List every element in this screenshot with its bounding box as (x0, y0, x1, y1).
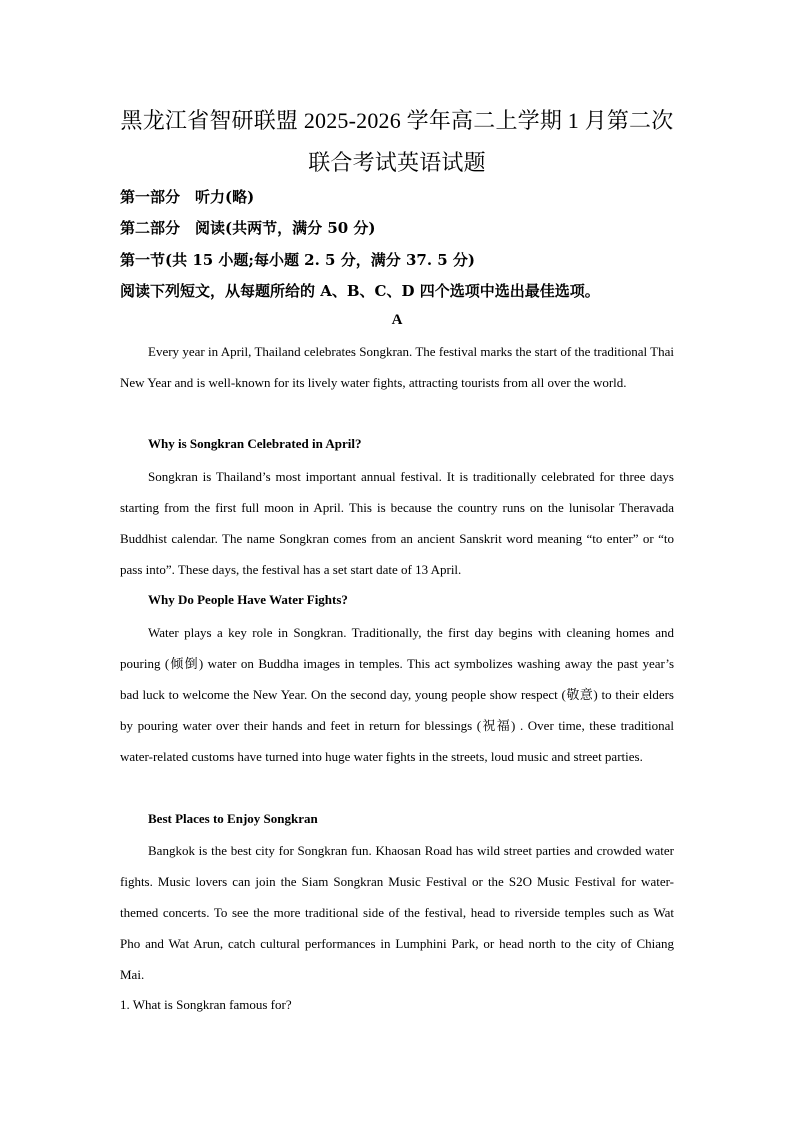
intro-text: Every year in April, Thailand celebrates Songkran. The festival marks the start of the traditional Thai New Year and is well-known for its lively water fights, attracting tourists from all over the world. (120, 344, 674, 390)
passage-letter: A (391, 312, 403, 328)
section1-heading: 第一节(共 15 小题;每小题 2. 5 分，满分 37. 5 分) (120, 251, 476, 269)
passage-intro (120, 336, 674, 398)
part1-heading: 第一部分 听力(略) (120, 188, 255, 206)
para1-text: Songkran is Thailand’s most important annual festival. It is traditionally celebrated for three days starting from the first full moon in April. This is because the country runs on the lunisolar Theravada Buddhist calendar. The name Songkran comes from an ancient Sanskrit word meaning “to enter” or “to pass into”. These days, the festival has a set start date of 13 April. (120, 469, 674, 577)
para2-text: Water plays a key role in Songkran. Traditionally, the first day begins with cleaning homes and pouring (倾倒) water on Buddha images in temples. This act symbolizes washing away the past year’s bad luck to welcome the New Year. On the second day, young people show respect (敬意) to their elders by pouring water over their hands and feet in return for blessings (祝福) . Over time, these traditional water-related customs have turned into huge water fights in the streets, loud music and street parties. (120, 625, 674, 764)
paragraph-best-places (120, 835, 674, 990)
instruction-text: 阅读下列短文，从每题所给的 A、B、C、D 四个选项中选出最佳选项。 (120, 282, 600, 300)
paragraph-why-april (120, 461, 674, 585)
question-1: 1. What is Songkran famous for? (120, 997, 292, 1012)
part2-heading: 第二部分 阅读(共两节，满分 50 分) (120, 219, 376, 237)
para3-text: Bangkok is the best city for Songkran fun. Khaosan Road has wild street parties and crowded water fights. Music lovers can join the Siam Songkran Music Festival or the S2O Music Festival for water-themed concerts. To see the more traditional side of the festival, head to riverside temples such as Wat Pho and Wat Arun, catch cultural performances in Lumphini Park, or head north to the city of Chiang Mai. (120, 843, 674, 982)
page-title-line2: 联合考试英语试题 (308, 150, 486, 175)
subheading-why-april: Why is Songkran Celebrated in April? (148, 436, 362, 451)
subheading-water-fights: Why Do People Have Water Fights? (148, 592, 348, 607)
subheading-best-places: Best Places to Enjoy Songkran (148, 811, 318, 826)
paragraph-water-fights (120, 617, 674, 772)
page-title-line1: 黑龙江省智研联盟 2025-2026 学年高二上学期 1 月第二次 (120, 108, 674, 133)
